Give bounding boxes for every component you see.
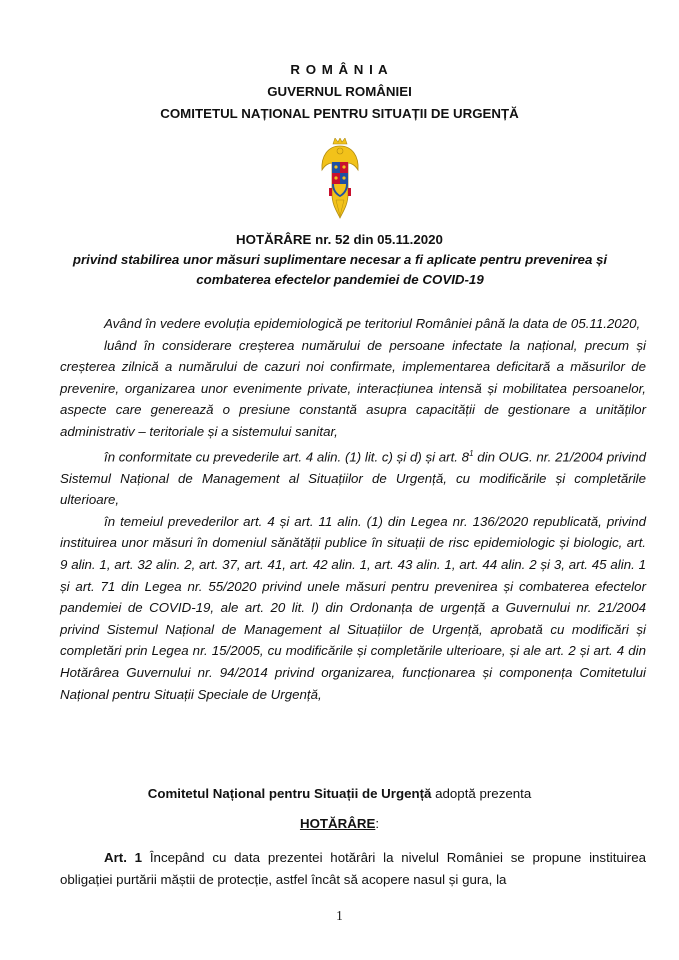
recital-text: în conformitate cu prevederile art. 4 alin. (1) lit. c) și d) și art. 8	[104, 448, 470, 464]
article-1-label: Art. 1	[104, 850, 143, 865]
decision-subtitle-line-1: privind stabilirea unor măsuri suplimentare necesar a fi aplicate pentru prevenirea și	[72, 252, 608, 267]
country-heading: R O M Â N I A	[290, 62, 389, 77]
government-heading: GUVERNUL ROMÂNIEI	[267, 84, 412, 99]
decision-subtitle	[60, 250, 620, 290]
coat-of-arms-icon	[320, 138, 360, 220]
hotarare-heading-text: HOTĂRÂRE	[299, 816, 376, 831]
adopting-body: Comitetul Național pentru Situații de Urgență	[147, 786, 432, 801]
article-1-paragraph	[60, 847, 646, 890]
recital-paragraph: Având în vedere evoluția epidemiologică pe teritoriul României până la data de 05.11.2020,	[104, 316, 641, 331]
adoption-line	[0, 786, 679, 801]
recitals	[60, 313, 646, 705]
recital-text: din OUG. nr. 21/2004 privind Sistemul Național de Management al Situațiilor de Urgență, cu modificările și completările ulterioare,	[60, 448, 647, 508]
page-number: 1	[336, 908, 343, 923]
decision-title: HOTĂRÂRE nr. 52 din 05.11.2020	[236, 232, 443, 247]
hotarare-heading	[0, 816, 679, 831]
hotarare-colon: :	[375, 816, 380, 831]
article-1-text: Începând cu data prezentei hotărâri la nivelul României se propune instituirea obligației purtării măștii de protecție, astfel încât să acopere nasul și gura, la	[60, 850, 646, 887]
committee-heading: COMITETUL NAȚIONAL PENTRU SITUAȚII DE URGENȚĂ	[160, 106, 519, 121]
superscript: 1	[469, 448, 474, 458]
article-1	[60, 847, 646, 890]
recital-paragraph	[60, 443, 646, 511]
decision-subtitle-line-2: combaterea efectelor pandemiei de COVID-19	[196, 272, 484, 287]
adoption-verb: adoptă prezenta	[435, 786, 532, 801]
recital-paragraph: luând în considerare creșterea numărului de persoane infectate la național, precum și creșterea zilnică a numărului de cazuri noi confirmate, implementarea deficitară a măsurilor de prevenire, organizarea unor evenimente private, interacțiunea intensă și mobilitatea persoanelor, aspecte care generează o presiune constantă asupra capacității de gestionare a unităților administrativ – teritoriale și a sistemului sanitar,	[60, 337, 646, 439]
recital-paragraph: în temeiul prevederilor art. 4 și art. 11 alin. (1) din Legea nr. 136/2020 republicată, privind instituirea unor măsuri în domeniul sănătății publice în situații de risc epidemiologic și biologic, art. 9 alin. 1, art. 32 alin. 2, art. 37, art. 41, art. 42 alin. 1, art. 43 alin. 1, art. 44 alin. 2 și 3, art. 45 alin. 1 și art. 71 din Legea nr. 55/2020 privind unele măsuri pentru prevenirea și combaterea efectelor pandemiei de COVID-19, ale art. 20 lit. l) din Ordonanța de urgență a Guvernului nr. 21/2004 privind Sistemul Național de Management al Situațiilor de Urgență, aprobată cu modificări și completări prin Legea nr. 15/2005, cu modificările și completările ulterioare, și ale art. 2 și art. 4 din Hotărârea Guvernului nr. 94/2014 privind organizarea, funcționarea și componența Comitetului Național pentru Situații Speciale de Urgență,	[60, 513, 646, 702]
